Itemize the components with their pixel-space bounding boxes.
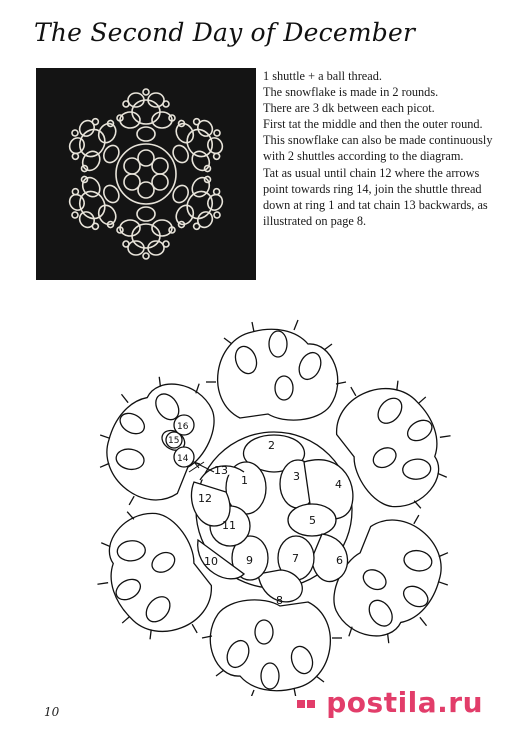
instruction-line: 1 shuttle + a ball thread. [263, 69, 382, 83]
instruction-line: First tat the middle and then the outer round. [263, 117, 483, 132]
diagram-label: 14 [177, 454, 189, 464]
diagram-label: 15 [168, 436, 180, 446]
diagram-label: 3 [293, 470, 300, 483]
diagram-label: 1 [241, 474, 248, 487]
page-title: The Second Day of December [34, 18, 416, 47]
snowflake-photo [36, 68, 256, 280]
watermark-text: postila.ru [326, 686, 484, 719]
page-number: 10 [44, 705, 60, 719]
diagram-label: 12 [198, 492, 212, 505]
instructions-text [263, 68, 493, 229]
diagram-label: 2 [268, 439, 275, 452]
diagram-label: 6 [336, 554, 343, 567]
instruction-line: There are 3 dk between each picot. [263, 101, 435, 116]
diagram-label: 4 [335, 478, 342, 491]
diagram-label: 7 [292, 552, 299, 565]
diagram-label: 16 [177, 422, 189, 432]
diagram-label: 13 [214, 464, 228, 477]
instruction-line: This snowflake can also be made continuously with 2 shuttles according to the diagram. [263, 133, 493, 164]
diagram-label: 11 [222, 519, 236, 532]
diagram-label: 10 [204, 555, 218, 568]
tatting-diagram [54, 312, 494, 696]
watermark-square-icon [297, 700, 305, 708]
diagram-label: 8 [276, 594, 283, 607]
instruction-line: Tat as usual until chain 12 where the arrows point towards ring 14, join the shuttle thread down at ring 1 and tat chain 13 backwards, as illustrated on page 8. [263, 165, 488, 228]
instruction-line: The snowflake is made in 2 rounds. [263, 85, 439, 100]
diagram-label: 9 [246, 554, 253, 567]
watermark-square-icon [307, 700, 315, 708]
diagram-label: 5 [309, 514, 316, 527]
watermark [296, 686, 483, 719]
snowflake-photo-image [36, 68, 256, 280]
